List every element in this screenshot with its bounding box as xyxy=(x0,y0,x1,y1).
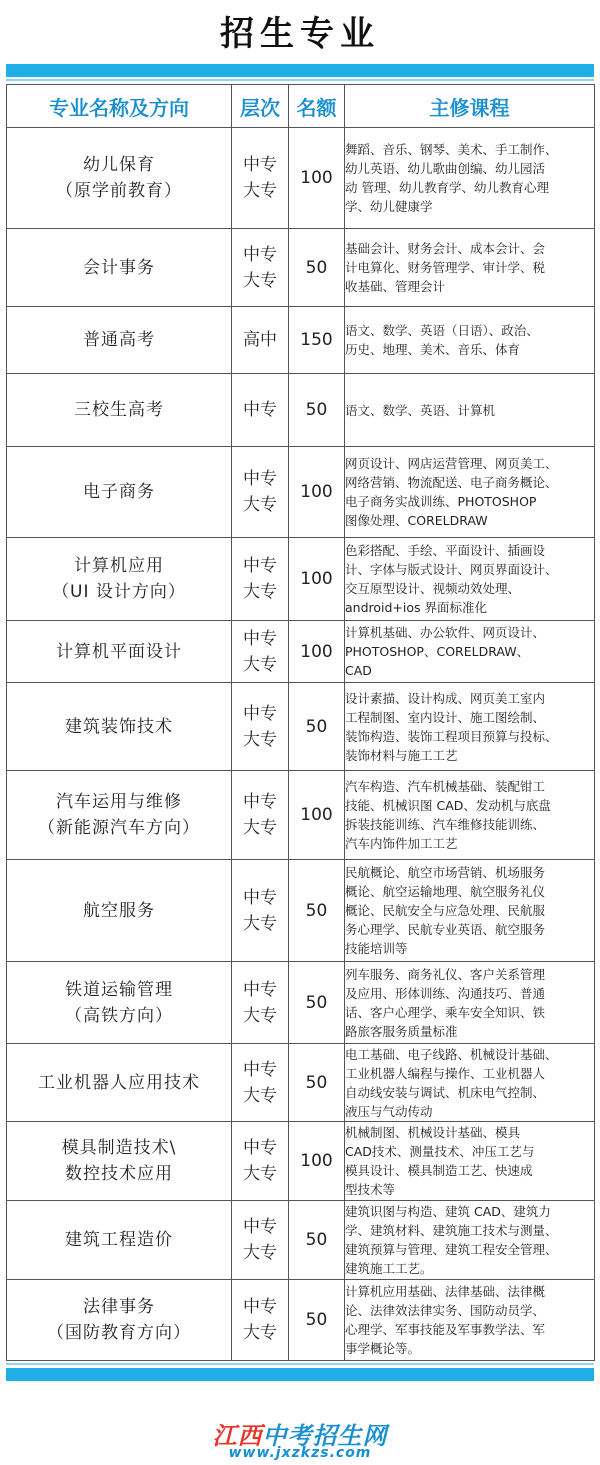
major-courses-line: 装饰材料与施工工艺 xyxy=(345,747,458,763)
header-name: 专业名称及方向 xyxy=(7,85,232,128)
major-level-line: 大专 xyxy=(243,1243,277,1263)
major-courses-line: 拆装技能训练、汽车维修技能训练、 xyxy=(345,817,546,832)
major-level xyxy=(232,1044,289,1122)
major-courses xyxy=(345,1280,595,1361)
major-level xyxy=(232,128,289,229)
major-courses xyxy=(345,683,595,771)
major-courses-line: PHOTOSHOP、CORELDRAW、 xyxy=(345,644,530,659)
major-name-line: （新能源汽车方向） xyxy=(38,818,200,838)
major-courses-line: CAD技术、测量技术、冲压工艺与 xyxy=(345,1144,535,1159)
major-courses-line: 事学概论等。 xyxy=(345,1341,421,1356)
top-divider xyxy=(6,79,594,81)
major-courses-line: 语文、数学、英语、计算机 xyxy=(345,402,496,418)
major-level xyxy=(232,683,289,771)
major-level-line: 中专 xyxy=(243,792,277,812)
major-courses-line: 概论、航空运输地理、航空服务礼仪 xyxy=(345,884,546,899)
major-quota: 100 xyxy=(289,447,345,538)
major-name xyxy=(7,1280,232,1361)
major-courses xyxy=(345,962,595,1044)
major-name-line: 工业机器人应用技术 xyxy=(38,1072,200,1093)
table-row xyxy=(7,683,595,771)
major-level xyxy=(232,1201,289,1280)
major-courses xyxy=(345,447,595,538)
table-row xyxy=(7,621,595,683)
major-courses-line: 技能培训等 xyxy=(345,941,408,956)
major-courses xyxy=(345,1122,595,1201)
major-level-line: 大专 xyxy=(243,181,277,201)
table-row xyxy=(7,447,595,538)
major-courses xyxy=(345,1201,595,1280)
major-quota: 50 xyxy=(289,962,345,1044)
major-quota: 50 xyxy=(289,1201,345,1280)
major-courses-line: 汽车内饰件加工工艺 xyxy=(345,836,458,851)
major-name-line: 幼儿保育 xyxy=(83,155,155,175)
major-courses xyxy=(345,771,595,860)
major-courses xyxy=(345,374,595,447)
major-courses-line: 基础会计、财务会计、成本会计、会 xyxy=(345,241,546,256)
major-courses-line: 话、客户心理学、乘车安全知识、铁 xyxy=(345,1004,546,1020)
table-row xyxy=(7,962,595,1044)
major-name-line: 汽车运用与维修 xyxy=(56,792,182,812)
major-courses xyxy=(345,128,595,229)
table-row xyxy=(7,1122,595,1201)
major-courses-line: 色彩搭配、手绘、平面设计、插画设 xyxy=(345,543,546,558)
logo-text-blue: 中考招生网 xyxy=(262,1422,388,1450)
table-row xyxy=(7,538,595,621)
major-courses-line: 计、字体与版式设计、网页界面设计、 xyxy=(345,562,558,577)
major-level-line: 高中 xyxy=(243,330,277,350)
major-level xyxy=(232,447,289,538)
major-name xyxy=(7,860,232,962)
major-courses-line: 液压与气动传动 xyxy=(345,1103,433,1119)
table-row xyxy=(7,1044,595,1122)
major-courses-line: 网络营销、物流配送、电子商务概论、 xyxy=(345,475,558,490)
major-level-line: 大专 xyxy=(243,1323,277,1343)
major-name-line: 数控技术应用 xyxy=(65,1164,173,1184)
major-name xyxy=(7,1122,232,1201)
major-name xyxy=(7,374,232,447)
major-name xyxy=(7,962,232,1044)
major-name-line: 会计事务 xyxy=(83,257,155,278)
major-courses-line: 电工基础、电子线路、机械设计基础、 xyxy=(345,1046,558,1062)
major-quota: 100 xyxy=(289,128,345,229)
major-courses-line: 及应用、形体训练、沟通技巧、普通 xyxy=(345,985,546,1001)
table-row xyxy=(7,374,595,447)
major-courses-line: 语文、数学、英语（日语）、政治、 xyxy=(345,323,539,338)
site-url: www.jxzkzs.com xyxy=(228,1445,372,1461)
major-name-line: 三校生高考 xyxy=(74,400,164,420)
major-courses-line: 工业机器人编程与操作、工业机器人 xyxy=(345,1065,546,1081)
major-courses-line: 模具设计、模具制造工艺、快速成 xyxy=(345,1163,533,1178)
majors-table xyxy=(6,84,595,1361)
major-level-line: 中专 xyxy=(243,887,277,908)
major-name xyxy=(7,447,232,538)
major-courses-line: 学、幼儿健康学 xyxy=(345,199,433,214)
major-courses-line: 建筑识图与构造、建筑 CAD、建筑力 xyxy=(345,1204,551,1219)
major-courses-line: 概论、民航安全与应急处理、民航服 xyxy=(345,903,546,918)
logo-text-red: 江西 xyxy=(212,1422,263,1450)
major-level-line: 大专 xyxy=(243,582,277,602)
major-level-line: 中专 xyxy=(243,556,277,576)
major-courses-line: 学、建筑材料、建筑施工技术与测量、 xyxy=(345,1223,558,1238)
major-name-line: 模具制造技术\ xyxy=(61,1138,177,1158)
major-name xyxy=(7,683,232,771)
major-name-line: （原学前教育） xyxy=(56,181,182,201)
major-level-line: 中专 xyxy=(243,244,277,265)
major-name-line: 电子商务 xyxy=(83,482,155,502)
major-level-line: 中专 xyxy=(243,155,277,175)
major-name-line: （高铁方向） xyxy=(65,1005,173,1026)
major-courses-line: 图像处理、CORELDRAW xyxy=(345,513,488,528)
major-name xyxy=(7,1044,232,1122)
major-level-line: 大专 xyxy=(243,1005,277,1026)
major-courses-line: 自动线安装与调试、机床电气控制、 xyxy=(345,1084,546,1100)
major-courses-line: 计算机应用基础、法律基础、法律概 xyxy=(345,1284,546,1299)
major-courses-line: 幼儿英语、幼儿歌曲创编、幼儿园活 xyxy=(345,161,546,176)
major-courses-line: 机械制图、机械设计基础、模具 xyxy=(345,1125,521,1140)
major-courses-line: 建筑施工工艺。 xyxy=(345,1261,433,1276)
major-courses-line: 列车服务、商务礼仪、客户关系管理 xyxy=(345,966,546,982)
major-name-line: 计算机平面设计 xyxy=(56,641,182,662)
major-name-line: 计算机应用 xyxy=(74,556,164,576)
major-name xyxy=(7,229,232,307)
major-level-line: 中专 xyxy=(243,1297,277,1317)
major-level xyxy=(232,229,289,307)
header-quota: 名额 xyxy=(289,85,345,128)
page-title: 招生专业 xyxy=(220,14,380,54)
major-level xyxy=(232,1280,289,1361)
major-courses-line: 历史、地理、美术、音乐、体育 xyxy=(345,342,521,357)
major-courses-line: 建筑预算与管理、建筑工程安全管理、 xyxy=(345,1242,558,1257)
major-courses-line: 民航概论、航空市场营销、机场服务 xyxy=(345,865,546,880)
major-quota: 50 xyxy=(289,229,345,307)
major-name xyxy=(7,621,232,683)
major-courses xyxy=(345,860,595,962)
major-level xyxy=(232,1122,289,1201)
major-courses-line: 舞蹈、音乐、钢琴、美术、手工制作、 xyxy=(345,142,558,157)
table-row xyxy=(7,1201,595,1280)
major-quota: 100 xyxy=(289,1122,345,1201)
major-courses-line: CAD xyxy=(345,663,372,678)
major-name-line: （UI 设计方向） xyxy=(52,582,186,602)
table-row xyxy=(7,128,595,229)
major-level-line: 大专 xyxy=(243,729,277,750)
top-band xyxy=(6,64,594,77)
table-row xyxy=(7,771,595,860)
major-level-line: 大专 xyxy=(243,1085,277,1106)
major-courses-line: 动 管理、幼儿教育学、幼儿教育心理 xyxy=(345,180,549,195)
major-courses-line: 务心理学、民航专业英语、航空服务 xyxy=(345,922,546,937)
major-name-line: 铁道运输管理 xyxy=(65,979,173,1000)
major-level-line: 中专 xyxy=(243,1059,277,1080)
major-quota: 100 xyxy=(289,621,345,683)
major-level-line: 中专 xyxy=(243,400,277,420)
major-courses xyxy=(345,1044,595,1122)
major-name-line: 普通高考 xyxy=(83,330,155,350)
major-quota: 50 xyxy=(289,374,345,447)
major-level-line: 中专 xyxy=(243,979,277,1000)
major-name-line: 建筑工程造价 xyxy=(65,1230,173,1250)
major-courses xyxy=(345,307,595,374)
major-name-line: 航空服务 xyxy=(83,900,155,921)
major-level-line: 中专 xyxy=(243,703,277,724)
header-courses: 主修课程 xyxy=(345,85,595,128)
major-courses-line: 计电算化、财务管理学、审计学、税 xyxy=(345,260,546,275)
major-level xyxy=(232,538,289,621)
major-level-line: 中专 xyxy=(243,628,277,649)
major-courses-line: 工程制图、室内设计、施工图绘制、 xyxy=(345,709,546,725)
major-level-line: 大专 xyxy=(243,1164,277,1184)
major-level-line: 大专 xyxy=(243,270,277,291)
major-name xyxy=(7,1201,232,1280)
major-courses-line: 型技术等 xyxy=(345,1182,396,1197)
major-level xyxy=(232,860,289,962)
major-level xyxy=(232,771,289,860)
major-name-line: （国防教育方向） xyxy=(47,1323,191,1343)
table-row xyxy=(7,307,595,374)
table-row xyxy=(7,1280,595,1361)
major-courses-line: 路旅客服务质量标准 xyxy=(345,1023,458,1039)
major-courses-line: 汽车构造、汽车机械基础、装配钳工 xyxy=(345,779,546,794)
major-courses-line: 设计素描、设计构成、网页美工室内 xyxy=(345,690,546,706)
major-name xyxy=(7,128,232,229)
major-courses-line: 论、法律效法律实务、国防动员学、 xyxy=(345,1303,546,1318)
major-level xyxy=(232,307,289,374)
major-level-line: 大专 xyxy=(243,654,277,675)
major-courses xyxy=(345,229,595,307)
bottom-band xyxy=(6,1368,594,1381)
major-quota: 50 xyxy=(289,1280,345,1361)
major-courses xyxy=(345,621,595,683)
table-header-row xyxy=(7,85,595,128)
major-level xyxy=(232,374,289,447)
major-courses-line: 收基础、管理会计 xyxy=(345,279,446,294)
table-row xyxy=(7,860,595,962)
major-courses-line: 网页设计、网店运营管理、网页美工、 xyxy=(345,456,558,471)
major-name-line: 建筑装饰技术 xyxy=(65,716,173,737)
bottom-divider xyxy=(6,1363,594,1365)
major-level-line: 中专 xyxy=(243,1138,277,1158)
major-quota: 150 xyxy=(289,307,345,374)
major-level-line: 大专 xyxy=(243,495,277,515)
major-level xyxy=(232,962,289,1044)
major-courses xyxy=(345,538,595,621)
major-quota: 50 xyxy=(289,683,345,771)
header-level: 层次 xyxy=(232,85,289,128)
major-courses-line: 心理学、军事技能及军事教学法、军 xyxy=(345,1322,546,1337)
major-name-line: 法律事务 xyxy=(83,1297,155,1317)
major-courses-line: android+ios 界面标准化 xyxy=(345,600,488,615)
major-level-line: 大专 xyxy=(243,913,277,934)
major-courses-line: 技能、机械识图 CAD、发动机与底盘 xyxy=(345,798,551,813)
major-name xyxy=(7,307,232,374)
major-name xyxy=(7,771,232,860)
major-level xyxy=(232,621,289,683)
major-courses-line: 装饰构造、装饰工程项目预算与投标、 xyxy=(345,728,558,744)
major-quota: 50 xyxy=(289,1044,345,1122)
major-quota: 100 xyxy=(289,771,345,860)
major-level-line: 大专 xyxy=(243,818,277,838)
major-name xyxy=(7,538,232,621)
major-quota: 100 xyxy=(289,538,345,621)
major-quota: 50 xyxy=(289,860,345,962)
major-courses-line: 计算机基础、办公软件、网页设计、 xyxy=(345,625,546,640)
major-courses-line: 交互原型设计、视频动效处理、 xyxy=(345,581,521,596)
major-level-line: 中专 xyxy=(243,1217,277,1237)
table-row xyxy=(7,229,595,307)
major-level-line: 中专 xyxy=(243,469,277,489)
major-courses-line: 电子商务实战训练、PHOTOSHOP xyxy=(345,494,537,509)
